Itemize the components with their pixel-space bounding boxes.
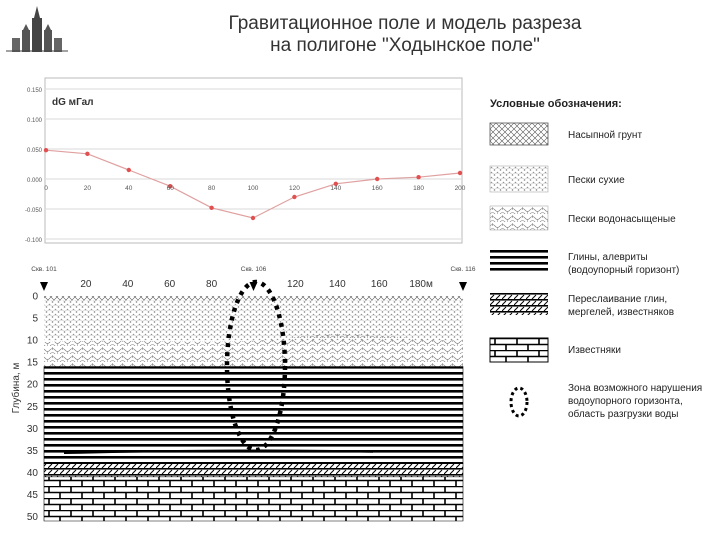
section-layer [44,300,463,340]
borehole-label: Скв. 116 [450,266,476,273]
borehole-marker [459,282,467,291]
y-tick-labels [25,88,43,244]
x-tick-label: 0 [44,185,48,192]
depth-tick-label: 50 [26,512,38,524]
y-tick-label: 0.000 [26,178,42,184]
data-point [127,168,131,172]
x-tick-label: 100 [247,185,259,192]
section-layer [44,296,463,300]
data-point [416,175,420,179]
y-tick-label: 0.050 [26,148,42,154]
data-point [251,216,255,220]
distance-tick-label: 60 [164,279,176,290]
depth-tick-label: 20 [26,379,38,391]
legend-swatch-clay [490,250,548,272]
legend-panel [480,88,720,448]
legend-label: Известняки [568,345,622,356]
depth-tick-labels [27,292,39,524]
legend-label: Пески водонасыщеные [568,214,676,225]
distance-tick-label: 120 [287,279,304,290]
distance-tick-label: 20 [80,279,92,290]
x-tick-label: 180 [413,185,425,192]
y-tick-label: 0.150 [26,88,42,94]
data-point [375,177,379,181]
x-tick-label: 80 [207,185,216,192]
distance-tick-label: 160 [370,279,388,290]
legend-swatch-limestone [490,338,548,362]
legend-swatch-crosshatch [490,123,548,145]
data-point [458,171,462,175]
x-tick-label: 40 [125,185,133,192]
section-layers [44,296,463,521]
depth-tick-label: 15 [26,357,38,369]
depth-tick-label: 0 [32,291,38,303]
depth-axis-label: Глубина, м [11,362,22,414]
legend-label: Пески сухие [568,175,625,186]
legend-swatch-dots [490,166,548,192]
legend-title: Условные обозначения: [490,98,622,110]
x-tick-label: 160 [371,185,383,192]
y-tick-label: -0.050 [24,208,42,214]
disruption-zone-icon [490,382,548,422]
depth-tick-label: 30 [26,423,38,435]
legend-swatch-wet [490,206,548,230]
data-point [85,152,89,156]
x-tick-label: 200 [454,185,466,192]
page-title-line-2: на полигоне "Ходынское поле" [270,35,540,56]
depth-tick-label: 10 [26,335,38,347]
data-point [209,206,213,210]
legend-label: Переслаивание глин, мергелей, известняков [568,294,675,318]
borehole-label: Скв. 101 [31,266,57,273]
geological-section [0,258,476,538]
legend-label: Зона возможного нарушения водоупорного горизонта, область разгрузки воды [568,383,703,420]
section-layer [44,367,463,464]
university-logo [6,6,68,52]
section-layer [44,464,463,477]
data-point [292,195,296,199]
y-tick-label: -0.100 [24,238,42,244]
data-point [44,148,48,152]
page-title-line-1: Гравитационное поле и модель разреза [228,13,582,34]
x-tick-labels [44,185,466,192]
y-axis-label: dG мГал [52,97,94,108]
depth-tick-label: 45 [26,490,38,502]
depth-tick-label: 5 [32,313,38,325]
legend-label: Насыпной грунт [568,130,643,141]
x-tick-label: 20 [83,185,92,192]
x-tick-label: 140 [330,185,342,192]
x-tick-label: 120 [288,185,300,192]
y-tick-label: 0.100 [26,118,42,124]
depth-tick-label: 40 [26,467,38,479]
x-tick-label: 60 [166,185,174,192]
distance-tick-label: 140 [328,279,346,290]
legend-label: Глины, алевриты (водоупорный горизонт) [568,252,680,276]
section-layer [44,477,463,521]
depth-tick-label: 35 [26,445,38,457]
depth-tick-label: 25 [26,401,38,413]
legend-swatch-interlayer [490,293,548,315]
distance-tick-label: 80 [206,279,218,290]
distance-tick-label: 40 [122,279,134,290]
gravity-chart [0,75,470,247]
borehole-marker [40,282,48,291]
distance-tick-label: 180м [409,279,433,290]
borehole-label: Скв. 106 [240,266,267,273]
